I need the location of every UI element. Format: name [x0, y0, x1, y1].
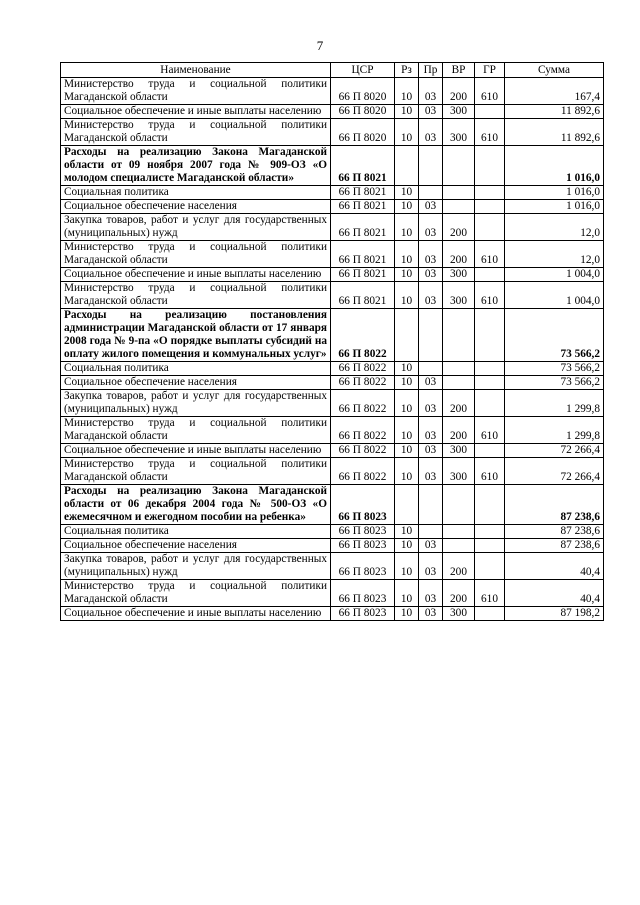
cell-csr: 66 П 8023	[331, 607, 395, 621]
table-row-section-heading	[61, 485, 604, 525]
cell-vr: 300	[443, 458, 475, 485]
cell-gr	[475, 485, 505, 525]
table-row	[61, 186, 604, 200]
table-row	[61, 376, 604, 390]
cell-pr: 03	[419, 580, 443, 607]
cell-pr: 03	[419, 105, 443, 119]
cell-rz: 10	[395, 444, 419, 458]
table-row	[61, 390, 604, 417]
cell-name: Социальное обеспечение населения	[61, 200, 331, 214]
cell-csr: 66 П 8020	[331, 105, 395, 119]
cell-sum: 12,0	[505, 214, 604, 241]
cell-name: Министерство труда и социальной политики Магаданской области	[61, 417, 331, 444]
cell-csr: 66 П 8020	[331, 78, 395, 105]
cell-pr: 03	[419, 607, 443, 621]
cell-gr	[475, 214, 505, 241]
table-row	[61, 444, 604, 458]
cell-vr	[443, 539, 475, 553]
cell-pr: 03	[419, 444, 443, 458]
cell-sum: 1 299,8	[505, 417, 604, 444]
cell-pr	[419, 309, 443, 362]
cell-vr: 300	[443, 105, 475, 119]
cell-csr: 66 П 8021	[331, 282, 395, 309]
cell-sum: 1 016,0	[505, 200, 604, 214]
cell-rz: 10	[395, 362, 419, 376]
cell-name: Социальное обеспечение и иные выплаты населению	[61, 105, 331, 119]
cell-gr	[475, 390, 505, 417]
cell-vr	[443, 146, 475, 186]
cell-vr	[443, 186, 475, 200]
cell-pr	[419, 186, 443, 200]
cell-sum: 167,4	[505, 78, 604, 105]
cell-vr: 200	[443, 78, 475, 105]
cell-name: Закупка товаров, работ и услуг для государственных (муниципальных) нужд	[61, 553, 331, 580]
cell-vr: 300	[443, 444, 475, 458]
cell-pr: 03	[419, 241, 443, 268]
cell-pr: 03	[419, 417, 443, 444]
cell-rz: 10	[395, 390, 419, 417]
cell-vr: 300	[443, 119, 475, 146]
cell-vr: 200	[443, 580, 475, 607]
cell-rz: 10	[395, 525, 419, 539]
table-row	[61, 105, 604, 119]
cell-vr: 200	[443, 214, 475, 241]
table-row	[61, 607, 604, 621]
cell-name: Расходы на реализацию постановления администрации Магаданской области от 17 января 2008 года № 9-па «О порядке выплаты субсидий на оплату жилого помещения и коммунальных услуг»	[61, 309, 331, 362]
cell-gr: 610	[475, 458, 505, 485]
cell-name: Социальное обеспечение и иные выплаты населению	[61, 268, 331, 282]
cell-sum: 72 266,4	[505, 444, 604, 458]
cell-vr: 200	[443, 417, 475, 444]
cell-name: Социальная политика	[61, 362, 331, 376]
cell-csr: 66 П 8022	[331, 417, 395, 444]
cell-sum: 11 892,6	[505, 119, 604, 146]
cell-sum: 73 566,2	[505, 362, 604, 376]
cell-vr	[443, 309, 475, 362]
cell-rz: 10	[395, 282, 419, 309]
cell-gr	[475, 309, 505, 362]
table-row	[61, 200, 604, 214]
cell-gr	[475, 539, 505, 553]
cell-pr: 03	[419, 268, 443, 282]
cell-name: Социальная политика	[61, 525, 331, 539]
cell-rz: 10	[395, 539, 419, 553]
cell-sum: 40,4	[505, 553, 604, 580]
cell-pr: 03	[419, 539, 443, 553]
table-row	[61, 119, 604, 146]
cell-pr	[419, 146, 443, 186]
cell-gr: 610	[475, 241, 505, 268]
cell-name: Министерство труда и социальной политики Магаданской области	[61, 458, 331, 485]
budget-table	[60, 62, 604, 621]
cell-vr: 200	[443, 390, 475, 417]
cell-rz: 10	[395, 376, 419, 390]
column-header-pr: Пр	[419, 63, 443, 78]
cell-name: Социальное обеспечение населения	[61, 376, 331, 390]
cell-rz: 10	[395, 417, 419, 444]
cell-vr: 300	[443, 268, 475, 282]
cell-vr: 300	[443, 607, 475, 621]
cell-sum: 87 238,6	[505, 539, 604, 553]
cell-rz: 10	[395, 78, 419, 105]
cell-sum: 1 016,0	[505, 146, 604, 186]
cell-rz: 10	[395, 186, 419, 200]
table-row	[61, 214, 604, 241]
cell-sum: 72 266,4	[505, 458, 604, 485]
cell-name: Министерство труда и социальной политики Магаданской области	[61, 241, 331, 268]
cell-gr	[475, 607, 505, 621]
cell-name: Социальная политика	[61, 186, 331, 200]
cell-csr: 66 П 8023	[331, 485, 395, 525]
cell-name: Министерство труда и социальной политики Магаданской области	[61, 119, 331, 146]
table-row	[61, 539, 604, 553]
cell-sum: 11 892,6	[505, 105, 604, 119]
cell-pr: 03	[419, 553, 443, 580]
cell-csr: 66 П 8021	[331, 186, 395, 200]
table-row-section-heading	[61, 146, 604, 186]
cell-sum: 1 016,0	[505, 186, 604, 200]
cell-name: Расходы на реализацию Закона Магаданской области от 09 ноября 2007 года № 909-ОЗ «О молодом специалисте Магаданской области»	[61, 146, 331, 186]
cell-csr: 66 П 8023	[331, 553, 395, 580]
cell-pr: 03	[419, 214, 443, 241]
cell-rz: 10	[395, 607, 419, 621]
cell-name: Социальное обеспечение и иные выплаты населению	[61, 607, 331, 621]
cell-vr: 200	[443, 241, 475, 268]
cell-sum: 1 004,0	[505, 268, 604, 282]
cell-rz	[395, 309, 419, 362]
cell-gr	[475, 146, 505, 186]
cell-pr: 03	[419, 390, 443, 417]
cell-pr: 03	[419, 282, 443, 309]
cell-gr	[475, 268, 505, 282]
table-row	[61, 362, 604, 376]
cell-gr	[475, 376, 505, 390]
cell-csr: 66 П 8023	[331, 525, 395, 539]
cell-csr: 66 П 8022	[331, 362, 395, 376]
cell-csr: 66 П 8023	[331, 580, 395, 607]
cell-vr	[443, 376, 475, 390]
cell-pr	[419, 525, 443, 539]
table-row	[61, 525, 604, 539]
table-row-section-heading	[61, 309, 604, 362]
cell-rz: 10	[395, 105, 419, 119]
cell-name: Закупка товаров, работ и услуг для государственных (муниципальных) нужд	[61, 390, 331, 417]
table-row	[61, 580, 604, 607]
table-row	[61, 282, 604, 309]
cell-csr: 66 П 8023	[331, 539, 395, 553]
cell-rz: 10	[395, 268, 419, 282]
table-row	[61, 458, 604, 485]
column-header-vr: ВР	[443, 63, 475, 78]
cell-vr: 200	[443, 553, 475, 580]
column-header-name: Наименование	[61, 63, 331, 78]
cell-csr: 66 П 8021	[331, 200, 395, 214]
cell-gr	[475, 362, 505, 376]
column-header-gr: ГР	[475, 63, 505, 78]
cell-csr: 66 П 8022	[331, 309, 395, 362]
cell-name: Закупка товаров, работ и услуг для государственных (муниципальных) нужд	[61, 214, 331, 241]
cell-name: Министерство труда и социальной политики Магаданской области	[61, 282, 331, 309]
cell-pr: 03	[419, 200, 443, 214]
cell-csr: 66 П 8021	[331, 214, 395, 241]
cell-csr: 66 П 8022	[331, 444, 395, 458]
cell-pr: 03	[419, 458, 443, 485]
cell-sum: 73 566,2	[505, 376, 604, 390]
cell-csr: 66 П 8022	[331, 458, 395, 485]
column-header-csr: ЦСР	[331, 63, 395, 78]
table-row	[61, 78, 604, 105]
cell-rz: 10	[395, 119, 419, 146]
cell-gr	[475, 553, 505, 580]
cell-vr	[443, 525, 475, 539]
cell-csr: 66 П 8021	[331, 268, 395, 282]
cell-rz: 10	[395, 580, 419, 607]
cell-name: Социальное обеспечение и иные выплаты населению	[61, 444, 331, 458]
cell-sum: 1 004,0	[505, 282, 604, 309]
cell-csr: 66 П 8020	[331, 119, 395, 146]
cell-gr: 610	[475, 78, 505, 105]
cell-rz: 10	[395, 458, 419, 485]
cell-pr: 03	[419, 78, 443, 105]
cell-pr	[419, 485, 443, 525]
cell-csr: 66 П 8022	[331, 376, 395, 390]
cell-name: Министерство труда и социальной политики Магаданской области	[61, 78, 331, 105]
cell-sum: 40,4	[505, 580, 604, 607]
cell-name: Расходы на реализацию Закона Магаданской области от 06 декабря 2004 года № 500-ОЗ «О ежемесячном и ежегодном пособии на ребенка»	[61, 485, 331, 525]
cell-gr: 610	[475, 417, 505, 444]
cell-csr: 66 П 8021	[331, 146, 395, 186]
cell-gr	[475, 186, 505, 200]
cell-csr: 66 П 8022	[331, 390, 395, 417]
cell-pr	[419, 362, 443, 376]
cell-name: Социальное обеспечение населения	[61, 539, 331, 553]
cell-rz: 10	[395, 241, 419, 268]
table-row	[61, 553, 604, 580]
cell-gr: 610	[475, 580, 505, 607]
table-row	[61, 241, 604, 268]
cell-rz	[395, 485, 419, 525]
cell-sum: 73 566,2	[505, 309, 604, 362]
cell-gr	[475, 200, 505, 214]
table-row	[61, 417, 604, 444]
cell-sum: 87 198,2	[505, 607, 604, 621]
cell-pr: 03	[419, 119, 443, 146]
column-header-sum: Сумма	[505, 63, 604, 78]
cell-sum: 1 299,8	[505, 390, 604, 417]
cell-rz: 10	[395, 553, 419, 580]
cell-rz: 10	[395, 200, 419, 214]
cell-csr: 66 П 8021	[331, 241, 395, 268]
cell-sum: 87 238,6	[505, 485, 604, 525]
cell-gr	[475, 525, 505, 539]
cell-vr	[443, 485, 475, 525]
table-row	[61, 268, 604, 282]
cell-pr: 03	[419, 376, 443, 390]
cell-vr	[443, 362, 475, 376]
cell-gr: 610	[475, 119, 505, 146]
cell-gr: 610	[475, 282, 505, 309]
cell-gr	[475, 444, 505, 458]
cell-sum: 12,0	[505, 241, 604, 268]
page-number: 7	[316, 38, 324, 53]
table-header-row	[61, 63, 604, 78]
cell-sum: 87 238,6	[505, 525, 604, 539]
column-header-rz: Рз	[395, 63, 419, 78]
cell-rz	[395, 146, 419, 186]
cell-vr: 300	[443, 282, 475, 309]
cell-vr	[443, 200, 475, 214]
cell-gr	[475, 105, 505, 119]
cell-rz: 10	[395, 214, 419, 241]
cell-name: Министерство труда и социальной политики Магаданской области	[61, 580, 331, 607]
